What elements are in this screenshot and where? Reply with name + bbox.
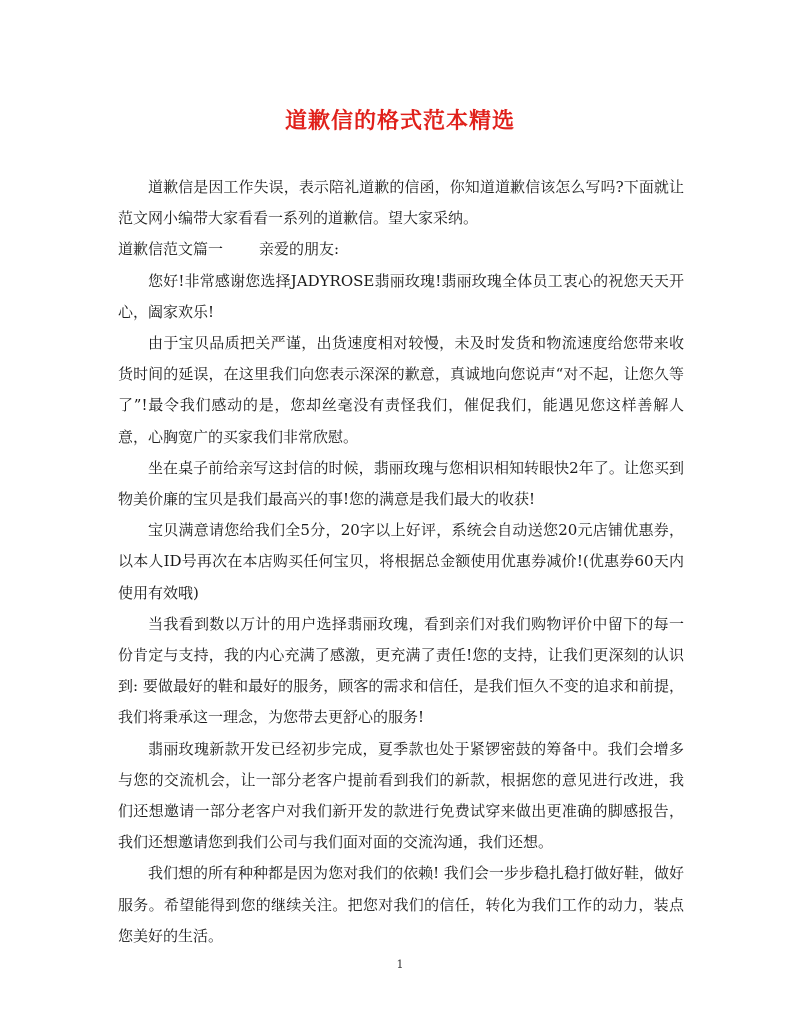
section-heading-line xyxy=(118,234,684,265)
salutation: 亲爱的朋友: xyxy=(259,240,340,259)
body-paragraph: 由于宝贝品质把关严谨，出货速度相对较慢，未及时发货和物流速度给您带来收货时间的延误，在这里我们向您表示深深的歉意，真诚地向您说声“对不起，让您久等了”!最令我们感动的是，您却丝毫没有责怪我们，催促我们，能遇见您这样善解人意，心胸宽广的买家我们非常欣慰。 xyxy=(118,334,684,446)
body-paragraph: 宝贝满意请您给我们全5分，20字以上好评，系统会自动送您20元店铺优惠券，以本人ID号再次在本店购买任何宝贝，将根据总金额使用优惠券减价!(优惠券60天内使用有效哦) xyxy=(118,521,684,602)
document-title: 道歉信的格式范本精选 xyxy=(284,109,515,134)
intro-paragraph: 道歉信是因工作失误，表示陪礼道歉的信函，你知道道歉信该怎么写吗?下面就让范文网小编带大家看看一系列的道歉信。望大家采纳。 xyxy=(118,178,684,228)
section-label: 道歉信范文篇一 xyxy=(118,240,224,259)
page-number: 1 xyxy=(396,958,404,971)
body-paragraph: 我们想的所有种种都是因为您对我们的依赖! 我们会一步步稳扎稳打做好鞋，做好服务。希望能得到您的继续关注。把您对我们的信任，转化为我们工作的动力，装点您美好的生活。 xyxy=(118,864,684,945)
body-paragraph: 您好!非常感谢您选择JADYROSE翡丽玫瑰!翡丽玫瑰全体员工衷心的祝您天天开心，阖家欢乐! xyxy=(118,271,684,321)
body-paragraph: 翡丽玫瑰新款开发已经初步完成，夏季款也处于紧锣密鼓的筹备中。我们会增多与您的交流机会，让一部分老客户提前看到我们的新款，根据您的意见进行改进，我们还想邀请一部分老客户对我们新开发的款进行免费试穿来做出更准确的脚感报告，我们还想邀请您到我们公司与我们面对面的交流沟通，我们还想。 xyxy=(118,739,684,852)
body-paragraph: 当我看到数以万计的用户选择翡丽玫瑰，看到亲们对我们购物评价中留下的每一份肯定与支持，我的内心充满了感激，更充满了责任!您的支持，让我们更深刻的认识到: 要做最好的鞋和最好的服务，顾客的需求和信任，是我们恒久不变的追求和前提，我们将秉承这一理念，为您带去更舒心的服务! xyxy=(118,614,684,727)
body-paragraph: 坐在桌子前给亲写这封信的时候，翡丽玫瑰与您相识相知转眼快2年了。让您买到物美价廉的宝贝是我们最高兴的事!您的满意是我们最大的收获! xyxy=(118,458,684,509)
document-body xyxy=(118,172,684,952)
